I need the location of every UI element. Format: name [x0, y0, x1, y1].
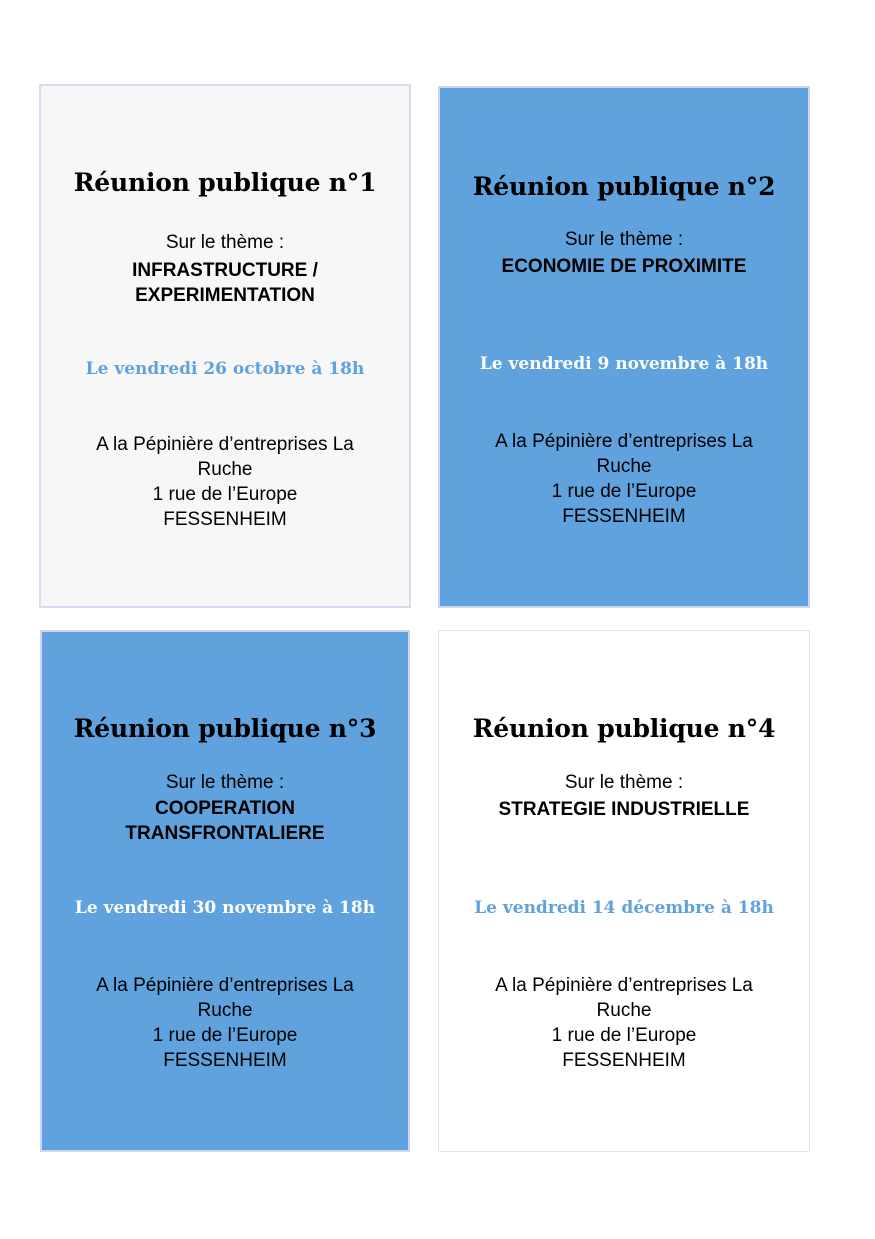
meeting-card-4: [438, 630, 810, 1152]
card-title: Réunion publique n°4: [472, 714, 776, 743]
venue-line: FESSENHEIM: [163, 1050, 287, 1071]
venue-address: [440, 429, 808, 529]
theme-label: Sur le thème :: [564, 229, 684, 250]
venue-line: Ruche: [596, 1000, 652, 1021]
theme-label: Sur le thème :: [165, 232, 285, 253]
meeting-card-3: [40, 630, 410, 1152]
card-title: Réunion publique n°3: [73, 714, 377, 743]
card-title: Réunion publique n°1: [73, 168, 377, 197]
venue-line: 1 rue de l’Europe: [551, 481, 697, 502]
venue-line: Ruche: [197, 459, 253, 480]
venue-line: 1 rue de l’Europe: [152, 1025, 298, 1046]
venue-address: [42, 973, 408, 1073]
venue-address: [439, 973, 809, 1073]
theme-line: COOPERATION: [154, 798, 296, 819]
theme-line: STRATEGIE INDUSTRIELLE: [498, 799, 750, 820]
venue-line: A la Pépinière d’entreprises La: [96, 434, 354, 455]
venue-line: A la Pépinière d’entreprises La: [495, 431, 753, 452]
venue-line: Ruche: [197, 1000, 253, 1021]
theme-value: [52, 796, 398, 846]
meeting-date: Le vendredi 9 novembre à 18h: [479, 354, 769, 374]
venue-line: Ruche: [596, 456, 652, 477]
meeting-date: Le vendredi 30 novembre à 18h: [74, 898, 376, 918]
theme-line: ECONOMIE DE PROXIMITE: [501, 256, 747, 277]
meeting-date: Le vendredi 26 octobre à 18h: [85, 359, 365, 379]
venue-line: A la Pépinière d’entreprises La: [495, 975, 753, 996]
venue-address: [41, 432, 409, 532]
theme-line: EXPERIMENTATION: [135, 285, 315, 306]
venue-line: 1 rue de l’Europe: [152, 484, 298, 505]
theme-value: [450, 254, 798, 279]
theme-line: INFRASTRUCTURE /: [132, 260, 318, 281]
theme-line: TRANSFRONTALIERE: [125, 823, 325, 844]
venue-line: FESSENHEIM: [562, 1050, 686, 1071]
meeting-date: Le vendredi 14 décembre à 18h: [474, 898, 774, 918]
venue-line: 1 rue de l’Europe: [551, 1025, 697, 1046]
venue-line: FESSENHEIM: [163, 509, 287, 530]
venue-line: A la Pépinière d’entreprises La: [96, 975, 354, 996]
theme-label: Sur le thème :: [165, 772, 285, 793]
meeting-card-1: [39, 84, 411, 608]
card-title: Réunion publique n°2: [472, 172, 776, 201]
theme-value: [449, 797, 799, 822]
theme-label: Sur le thème :: [564, 772, 684, 793]
venue-line: FESSENHEIM: [562, 506, 686, 527]
meeting-card-2: [438, 86, 810, 608]
theme-value: [51, 258, 399, 308]
